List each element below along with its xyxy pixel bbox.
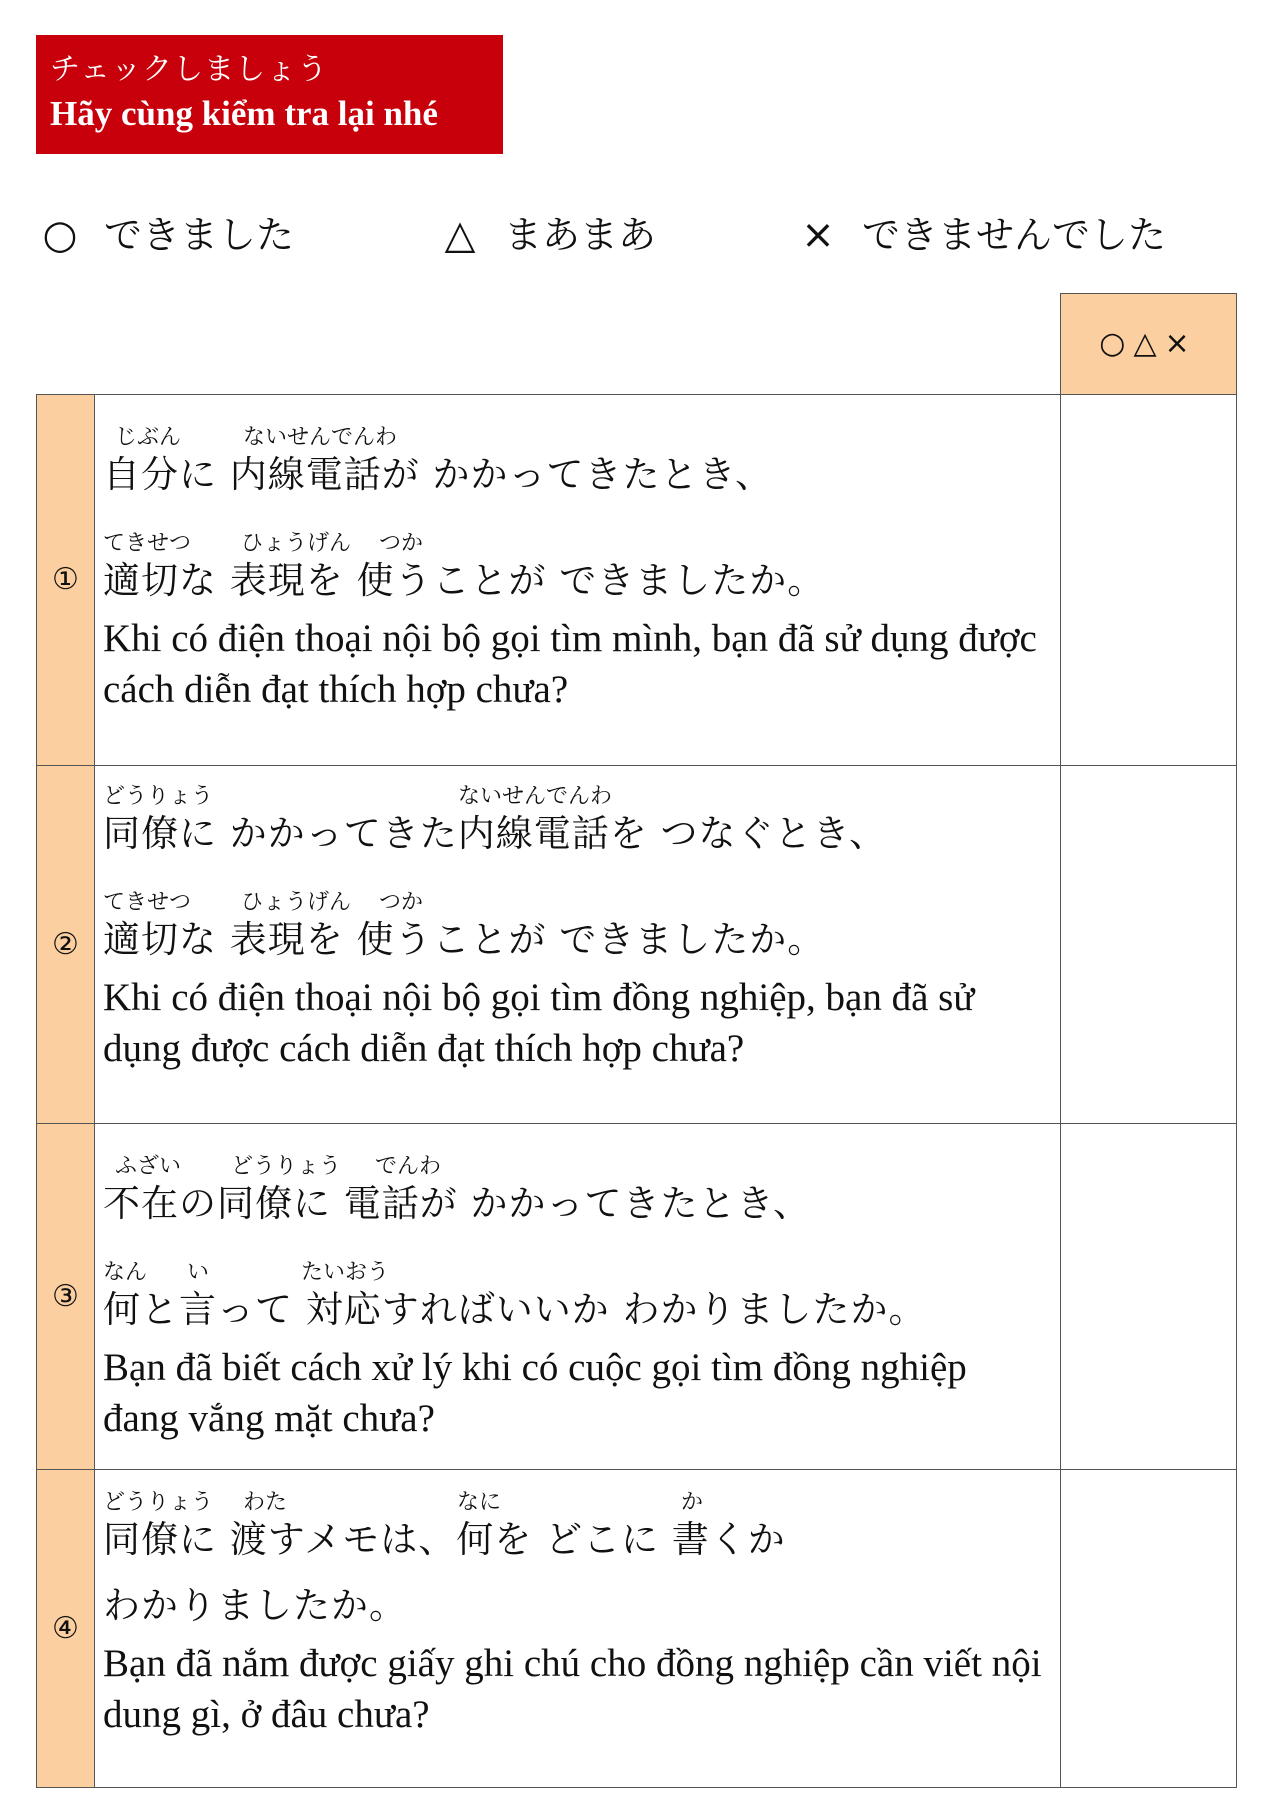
- cross-icon: ×: [801, 212, 835, 258]
- row-number: ①: [37, 394, 95, 765]
- table-row: [37, 1123, 1237, 1469]
- furigana: い: [187, 1259, 210, 1285]
- score-cell[interactable]: [1061, 394, 1237, 765]
- furigana: つか: [379, 889, 424, 915]
- table-row: [37, 394, 1237, 765]
- question-jp-line2: 何と言って 対応すればいいか わかりましたか。: [103, 1287, 927, 1331]
- furigana: なん: [103, 1259, 148, 1285]
- row-content: [95, 765, 1061, 1123]
- question-jp-line1: 自分に 内線電話が かかってきたとき、: [103, 452, 774, 496]
- header-title-vi: Hãy cùng kiểm tra lại nhé: [50, 94, 438, 133]
- legend-label: まあまあ: [504, 213, 657, 257]
- question-jp-line1: 不在の同僚に 電話が かかってきたとき、: [103, 1181, 812, 1225]
- legend-so-so: [440, 205, 656, 265]
- legend-label: できました: [104, 213, 295, 257]
- table-header-spacer: [37, 294, 1061, 395]
- row-number: ③: [37, 1123, 95, 1469]
- score-cell[interactable]: [1061, 1469, 1237, 1787]
- furigana: でんわ: [375, 1153, 442, 1179]
- score-cell[interactable]: [1061, 765, 1237, 1123]
- row-number: ④: [37, 1469, 95, 1787]
- header-banner: [36, 35, 503, 154]
- question-vi: Bạn đã nắm được giấy ghi chú cho đồng nghiệp cần viết nội dung gì, ở đâu chưa?: [103, 1641, 1042, 1736]
- question-jp-line2: 適切な 表現を 使うことが できましたか。: [103, 917, 826, 961]
- furigana: どうりょう: [103, 783, 214, 809]
- legend-not-done: [798, 205, 1166, 265]
- table-row: [37, 765, 1237, 1123]
- furigana: じぶん: [115, 424, 182, 450]
- score-cell[interactable]: [1061, 1123, 1237, 1469]
- question-jp-line2: わかりましたか。: [103, 1583, 407, 1627]
- furigana: わた: [243, 1489, 288, 1515]
- furigana: ふざい: [115, 1153, 182, 1179]
- score-header: ○△×: [1061, 294, 1237, 395]
- furigana: か: [681, 1489, 704, 1515]
- furigana: どうりょう: [103, 1489, 214, 1515]
- furigana: ひょうげん: [241, 889, 352, 915]
- row-content: [95, 1123, 1061, 1469]
- furigana: なに: [457, 1489, 502, 1515]
- furigana: ないせんでんわ: [458, 783, 613, 809]
- circle-icon: ○: [42, 212, 78, 258]
- question-vi: Bạn đã biết cách xử lý khi có cuộc gọi tìm đồng nghiệp đang vắng mặt chưa?: [103, 1345, 967, 1440]
- legend-done: [40, 205, 294, 265]
- row-number: ②: [37, 765, 95, 1123]
- furigana: つか: [379, 530, 424, 556]
- furigana: たいおう: [301, 1259, 390, 1285]
- legend-label: できませんでした: [862, 213, 1167, 257]
- question-vi: Khi có điện thoại nội bộ gọi tìm đồng nghiệp, bạn đã sử dụng được cách diễn đạt thích hợp chưa?: [103, 975, 975, 1070]
- header-title-jp: チェックしましょう: [50, 52, 329, 87]
- table-row: [37, 1469, 1237, 1787]
- furigana: てきせつ: [103, 530, 192, 556]
- row-content: [95, 394, 1061, 765]
- question-jp-line1: 同僚に 渡すメモは、何を どこに 書くか: [103, 1517, 786, 1561]
- question-jp-line2: 適切な 表現を 使うことが できましたか。: [103, 558, 826, 602]
- furigana: ひょうげん: [241, 530, 352, 556]
- checklist-table: [36, 293, 1237, 1788]
- row-content: [95, 1469, 1061, 1787]
- question-jp-line1: 同僚に かかってきた内線電話を つなぐとき、: [103, 811, 888, 855]
- question-vi: Khi có điện thoại nội bộ gọi tìm mình, bạn đã sử dụng được cách diễn đạt thích hợp chưa?: [103, 616, 1037, 711]
- triangle-icon: △: [444, 212, 476, 258]
- furigana: ないせんでんわ: [243, 424, 398, 450]
- furigana: どうりょう: [231, 1153, 342, 1179]
- furigana: てきせつ: [103, 889, 192, 915]
